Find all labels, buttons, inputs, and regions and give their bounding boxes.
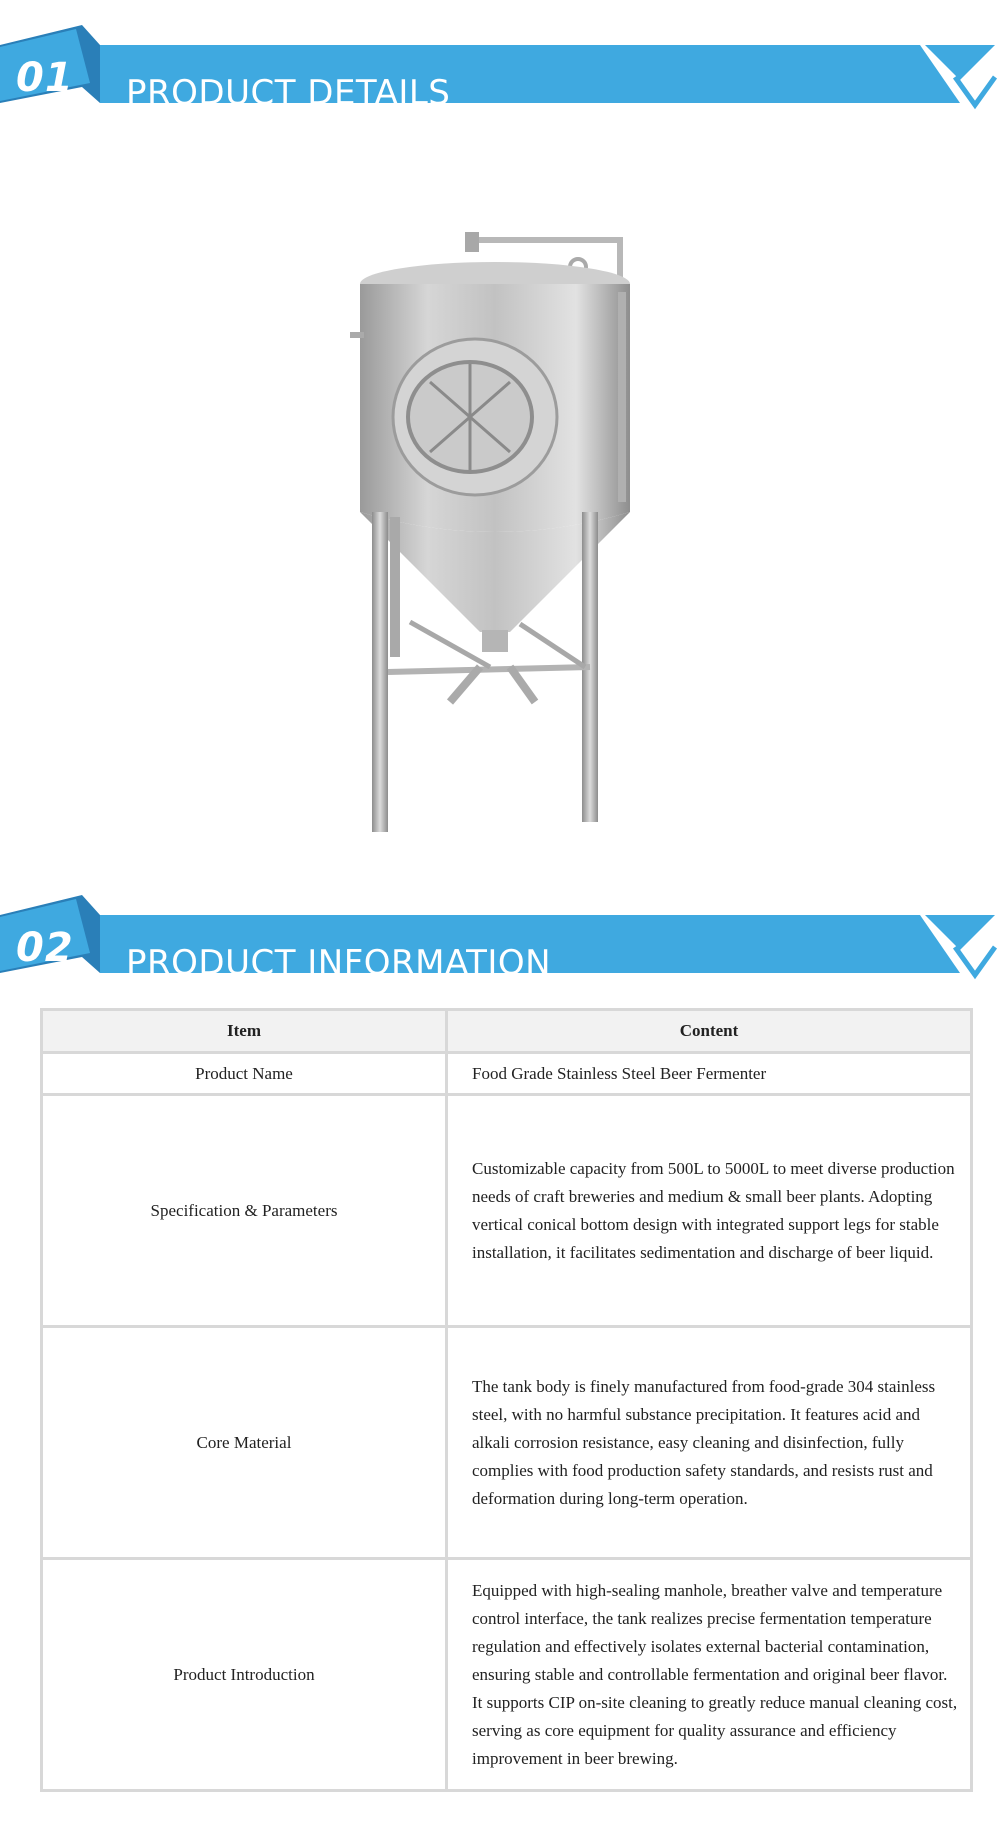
section-banner-product-details (0, 25, 1000, 145)
row-item-label: Specification & Parameters (42, 1095, 447, 1327)
fermenter-tank-image (330, 212, 670, 852)
row-content-text: Food Grade Stainless Steel Beer Fermenter (447, 1053, 972, 1095)
row-item-label: Product Introduction (42, 1559, 447, 1791)
row-content-text: The tank body is finely manufactured from food-grade 304 stainless steel, with no harmful substance precipitation. It features acid and alkali corrosion resistance, easy cleaning and disinfection, fully complies with food production safety standards, and resists rust and deformation during long-term operation. (447, 1327, 972, 1559)
table-row (42, 1053, 972, 1095)
section-banner-product-information (0, 895, 1000, 1015)
section-number: 02 (16, 925, 74, 971)
header-content: Content (447, 1010, 972, 1053)
section-title: PRODUCT DETAILS (126, 73, 451, 113)
header-item: Item (42, 1010, 447, 1053)
table-row (42, 1559, 972, 1791)
section-title: PRODUCT INFORMATION (126, 943, 552, 983)
product-information-table (40, 1008, 973, 1792)
table-header-row (42, 1010, 972, 1053)
row-item-label: Product Name (42, 1053, 447, 1095)
row-item-label: Core Material (42, 1327, 447, 1559)
row-content-text: Customizable capacity from 500L to 5000L to meet diverse production needs of craft breweries and medium & small beer plants. Adopting vertical conical bottom design with integrated support legs for stable installation, it facilitates sedimentation and discharge of beer liquid. (447, 1095, 972, 1327)
table-row (42, 1095, 972, 1327)
section-number: 01 (16, 55, 74, 101)
row-content-text: Equipped with high-sealing manhole, breather valve and temperature control interface, the tank realizes precise fermentation temperature regulation and effectively isolates external bacterial contamination, ensuring stable and controllable fermentation and original beer flavor. It supports CIP on-site cleaning to greatly reduce manual cleaning cost, serving as core equipment for quality assurance and efficiency improvement in beer brewing. (447, 1559, 972, 1791)
table-row (42, 1327, 972, 1559)
